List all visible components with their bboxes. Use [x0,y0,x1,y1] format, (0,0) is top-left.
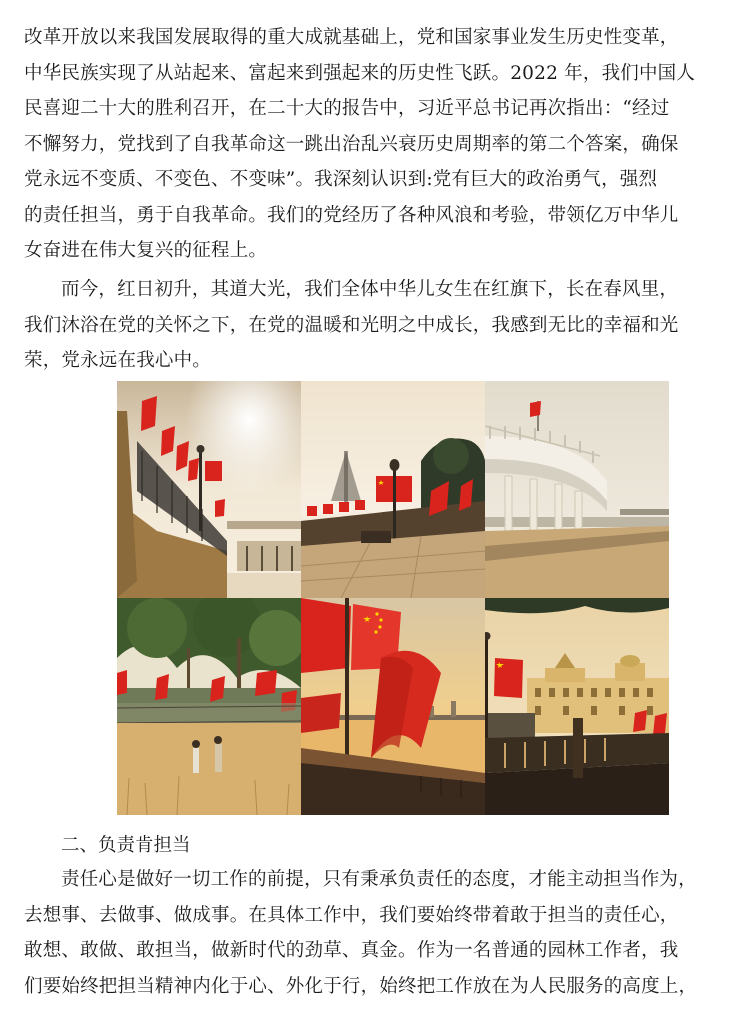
promenade-lamppost-flags-photo [301,381,485,598]
section-heading: 二、负责肯担当 [61,835,191,856]
text-line: 改革开放以来我国发展取得的重大成就基础上，党和国家事业发生历史性变革， [24,27,679,48]
text-line: 而今，红日初升，其道大光，我们全体中华儿女生在红旗下，长在春风里， [61,279,679,300]
paragraph-responsibility [24,862,736,1004]
white-pavilion-flag-photo [485,381,669,598]
text-line: 荣，党永远在我心中。 [24,350,212,371]
riverside-railing-flags-photo [117,381,301,598]
park-trees-walkers-flags-photo [117,598,301,815]
paragraph-growing-under-red-flag [24,272,736,379]
text-line: 的责任担当，勇于自我革命。我们的党经历了各种风浪和考验，带领亿万中华儿 [24,204,679,226]
text-line: 中华民族实现了从站起来、富起来到强起来的历史性飞跃。2022 年，我们中国人 [24,62,696,84]
photo-collage [117,381,669,815]
text-line: 我们沐浴在党的关怀之下，在党的温暖和光明之中成长，我感到无比的幸福和光 [24,314,679,336]
text-line: 党永远不变质、不变色、不变味”。我深刻认识到:党有巨大的政治勇气，强烈 [24,169,658,190]
text-line: 敢想、敢做、敢担当，做新时代的劲草、真金。作为一名普通的园林工作者，我 [24,940,679,961]
text-line: 民喜迎二十大的胜利召开，在二十大的报告中，习近平总书记再次指出：“经过 [24,98,670,119]
waving-flags-sunset-river-photo [301,598,485,815]
text-line: 女奋进在伟大复兴的征程上。 [24,240,268,261]
text-line: 责任心是做好一切工作的前提，只有秉承负责任的态度，才能主动担当作为， [61,869,697,890]
historic-building-flags-photo [485,598,669,815]
text-line: 去想事、去做事、做成事。在具体工作中，我们要始终带着敢于担当的责任心， [24,904,679,926]
paragraph-party-self-revolution [24,20,736,269]
text-line: 们要始终把担当精神内化于心、外化于行，始终把工作放在为人民服务的高度上， [24,975,698,997]
text-line: 不懈努力，党找到了自我革命这一跳出治乱兴衰历史周期率的第二个答案，确保 [24,133,679,155]
